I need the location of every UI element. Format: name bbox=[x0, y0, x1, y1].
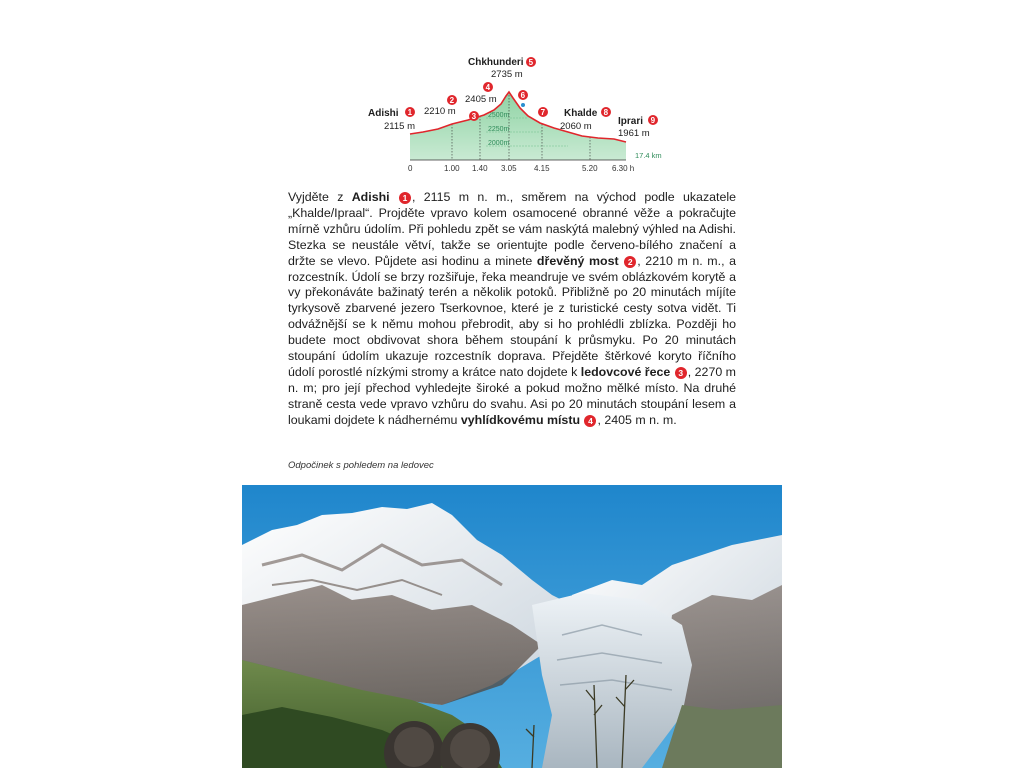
time-tick: 5.20 bbox=[582, 164, 598, 173]
point-number: 8 bbox=[603, 108, 609, 117]
point-number: 4 bbox=[485, 83, 491, 92]
waypoint-badge: 1 bbox=[399, 192, 411, 204]
waypoint-badge: 3 bbox=[675, 367, 687, 379]
point-number: 3 bbox=[471, 112, 477, 121]
point-elevation: 2405 m bbox=[465, 94, 497, 105]
text-segment: , 2115 m n. m., směrem na východ podle ukazatele „Khalde/Ipraal“. Projděte vpravo kolem osamocené obranné věže a pokračujte mírně vzhůru údolím. Při pohledu zpět se vám naskýtá malebný výhled na Adishi. Stezka se neustále větví, takže se orientujte podle červeno-bílého značení a držte se vlevo. Půjdete asi hodinu a minete bbox=[288, 190, 737, 268]
point-elevation: 2735 m bbox=[491, 69, 523, 80]
point-number: 1 bbox=[407, 108, 413, 117]
distance-label: 17.4 km bbox=[635, 151, 662, 160]
glacier-photo bbox=[242, 485, 782, 768]
point-name: Adishi bbox=[368, 108, 399, 119]
waypoint-badge: 4 bbox=[584, 415, 596, 427]
route-description bbox=[288, 190, 736, 429]
altitude-label: 2500m bbox=[488, 112, 510, 119]
time-tick: 1.40 bbox=[472, 164, 488, 173]
place-viewpoint: vyhlídkovému místu bbox=[460, 412, 581, 427]
place-wooden-bridge: dřevěný most bbox=[536, 253, 619, 268]
point-number: 2 bbox=[449, 96, 455, 105]
point-elevation: 2115 m bbox=[384, 121, 415, 132]
time-tick: 3.05 bbox=[501, 164, 517, 173]
point-name: Chkhunderi bbox=[468, 57, 524, 68]
point-name: Khalde bbox=[564, 108, 598, 119]
time-tick: 4.15 bbox=[534, 164, 550, 173]
place-glacier-river: ledovcové řece bbox=[580, 364, 671, 379]
point-name: Iprari bbox=[618, 116, 644, 127]
point-number: 5 bbox=[528, 58, 534, 67]
place-adishi: Adishi bbox=[351, 190, 390, 204]
time-tick: 1.00 bbox=[444, 164, 460, 173]
point-elevation: 2060 m bbox=[560, 121, 592, 132]
point-number: 9 bbox=[650, 116, 656, 125]
altitude-label: 2000m bbox=[488, 140, 510, 147]
time-tick: 6.30 h bbox=[612, 164, 635, 173]
text-segment: Vyjděte z bbox=[288, 190, 352, 204]
time-tick: 0 bbox=[408, 164, 413, 173]
waypoint-badge: 2 bbox=[624, 256, 636, 268]
point-elevation: 2210 m bbox=[424, 106, 456, 117]
text-segment: , 2210 m n. m., a rozcestník. Údolí se brzy rozšiřuje, řeka meandruje ve svém oblázkovém korytě a vy překonáváte bažinatý terén a několik potoků. Přibližně po 20 minutách míjíte tyrkysově zbarvené jezero Tserkovnoe, které je z turistické cesty sotva vidět. Ti odvážnější se k němu mohou přebrodit, aby si ho prohlédli zblízka. Později ho budete moct obdivovat shora během stoupání k průsmyku. Po 20 minutách stoupání údolím ukazuje rozcestník doprava. Přejděte štěrkové koryto říčního údolí porostlé nízkými stromy a krátce nato dojdete k bbox=[288, 253, 736, 379]
text-segment: , 2270 m n. m; pro její přechod vyhledejte široké a pokud možno mělké místo. Na druhé straně cesta vede vpravo vzhůru do svahu. Asi po 20 minutách stoupání lesem a loukami dojdete k nádhernému bbox=[288, 364, 736, 427]
text-segment: , 2405 m n. m. bbox=[597, 412, 677, 427]
point-elevation: 1961 m bbox=[618, 128, 650, 139]
photo-caption: Odpočinek s pohledem na ledovec bbox=[288, 460, 434, 471]
point-number: 7 bbox=[540, 108, 546, 117]
altitude-label: 2250m bbox=[488, 126, 510, 133]
point-number: 6 bbox=[520, 91, 526, 100]
elevation-profile bbox=[368, 52, 668, 178]
